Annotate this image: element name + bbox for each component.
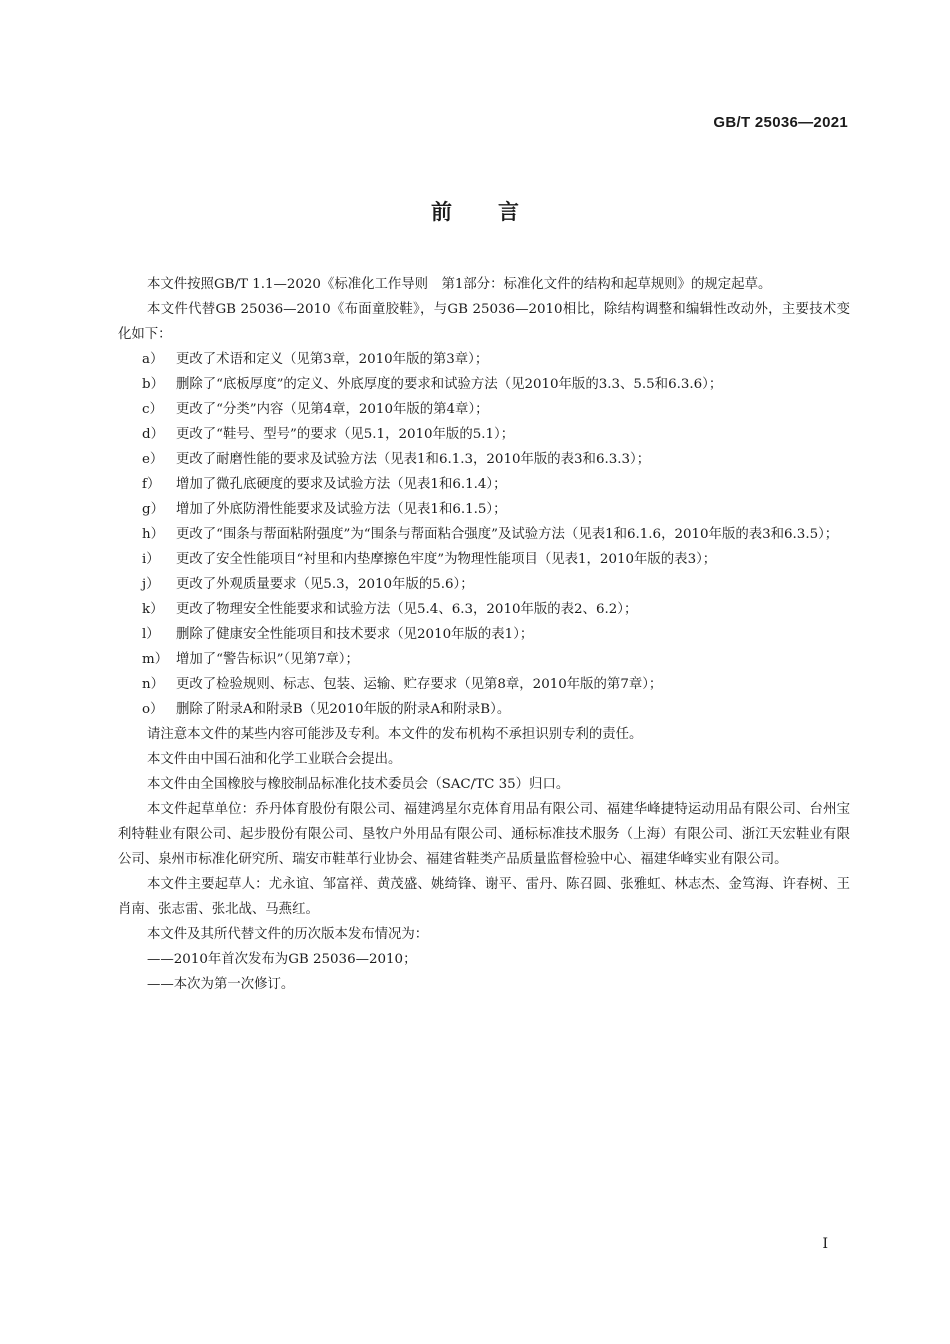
list-marker: d）: [142, 427, 164, 442]
list-text: 更改了物理安全性能要求和试验方法（见5.4、6.3，2010年版的表2、6.2）；: [176, 602, 638, 617]
paragraph-history-intro: 本文件及其所代替文件的历次版本发布情况为：: [147, 927, 429, 942]
list-marker: b）: [142, 377, 164, 392]
list-marker: m）: [142, 652, 169, 667]
list-text: 增加了“警告标识”（见第7章）；: [176, 652, 359, 667]
list-marker: f）: [142, 477, 161, 492]
history-item: ——2010年首次发布为GB 25036—2010；: [147, 952, 417, 967]
list-item: [118, 422, 850, 447]
list-item: [118, 672, 850, 697]
paragraph-patent-notice: 请注意本文件的某些内容可能涉及专利。本文件的发布机构不承担识别专利的责任。: [147, 727, 643, 742]
list-item: [118, 397, 850, 422]
list-text: 更改了检验规则、标志、包装、运输、贮存要求（见第8章，2010年版的第7章）；: [176, 677, 663, 692]
list-text: 更改了“鞋号、型号”的要求（见5.1，2010年版的5.1）；: [176, 427, 515, 442]
list-marker: l）: [142, 627, 160, 642]
paragraph-drafters: 本文件主要起草人：尤永谊、邹富祥、黄茂盛、姚绮锋、谢平、雷丹、陈召圆、张雅虹、林志杰、金笃海、许春树、王肖南、张志雷、张北战、马燕红。: [118, 877, 850, 917]
list-text: 删除了附录A和附录B（见2010年版的附录A和附录B）。: [176, 702, 511, 717]
standard-number: GB/T 25036—2021: [713, 114, 848, 131]
list-item: [118, 447, 850, 472]
list-text: 增加了外底防滑性能要求及试验方法（见表1和6.1.5）；: [176, 502, 507, 517]
list-marker: h）: [142, 527, 165, 542]
list-text: 更改了术语和定义（见第3章，2010年版的第3章）；: [176, 352, 489, 367]
document-body: [118, 272, 850, 997]
history-item: ——本次为第一次修订。: [147, 977, 295, 992]
list-item: [118, 522, 850, 547]
list-item: [118, 697, 850, 722]
list-text: 更改了“围条与帮面粘附强度”为“围条与帮面粘合强度”及试验方法（见表1和6.1.6，2010年版的表3和6.3.5）；: [176, 527, 839, 542]
list-marker: j）: [142, 577, 160, 592]
paragraph-replaces: 本文件代替GB 25036—2010《布面童胶鞋》，与GB 25036—2010相比，除结构调整和编辑性改动外，主要技术变化如下：: [118, 302, 850, 342]
list-text: 删除了健康安全性能项目和技术要求（见2010年版的表1）；: [176, 627, 534, 642]
list-item: [118, 472, 850, 497]
list-text: 更改了耐磨性能的要求及试验方法（见表1和6.1.3，2010年版的表3和6.3.3）；: [176, 452, 651, 467]
list-text: 增加了微孔底硬度的要求及试验方法（见表1和6.1.4）；: [176, 477, 507, 492]
list-item: [118, 372, 850, 397]
paragraph-proposer: 本文件由中国石油和化学工业联合会提出。: [147, 752, 402, 767]
list-item: [118, 547, 850, 572]
paragraph-committee: 本文件由全国橡胶与橡胶制品标准化技术委员会（SAC/TC 35）归口。: [147, 777, 570, 792]
list-text: 删除了“底板厚度”的定义、外底厚度的要求和试验方法（见2010年版的3.3、5.5和6.3.6）；: [176, 377, 723, 392]
list-marker: g）: [142, 502, 164, 517]
page-title: 前言: [431, 200, 565, 224]
list-item: [118, 572, 850, 597]
list-marker: i）: [142, 552, 160, 567]
list-marker: a）: [142, 352, 164, 367]
paragraph-drafting-units: 本文件起草单位：乔丹体育股份有限公司、福建鸿星尔克体育用品有限公司、福建华峰捷特运动用品有限公司、台州宝利特鞋业有限公司、起步股份有限公司、垦牧户外用品有限公司、通标标准技术服务（上海）有限公司、浙江天宏鞋业有限公司、泉州市标准化研究所、瑞安市鞋革行业协会、福建省鞋类产品质量监督检验中心、福建华峰实业有限公司。: [118, 802, 850, 867]
list-marker: e）: [142, 452, 164, 467]
changes-list: [118, 347, 850, 722]
list-marker: n）: [142, 677, 165, 692]
list-marker: o）: [142, 702, 164, 717]
list-marker: c）: [142, 402, 163, 417]
list-text: 更改了安全性能项目“衬里和内垫摩擦色牢度”为物理性能项目（见表1，2010年版的表3）；: [176, 552, 717, 567]
list-item: [118, 622, 850, 647]
page-number: I: [822, 1236, 828, 1252]
list-item: [118, 347, 850, 372]
list-text: 更改了“分类”内容（见第4章，2010年版的第4章）；: [176, 402, 489, 417]
paragraph-drafting-rules: 本文件按照GB/T 1.1—2020《标准化工作导则 第1部分：标准化文件的结构和起草规则》的规定起草。: [147, 277, 772, 292]
list-text: 更改了外观质量要求（见5.3，2010年版的5.6）；: [176, 577, 474, 592]
list-marker: k）: [142, 602, 164, 617]
list-item: [118, 647, 850, 672]
list-item: [118, 497, 850, 522]
list-item: [118, 597, 850, 622]
